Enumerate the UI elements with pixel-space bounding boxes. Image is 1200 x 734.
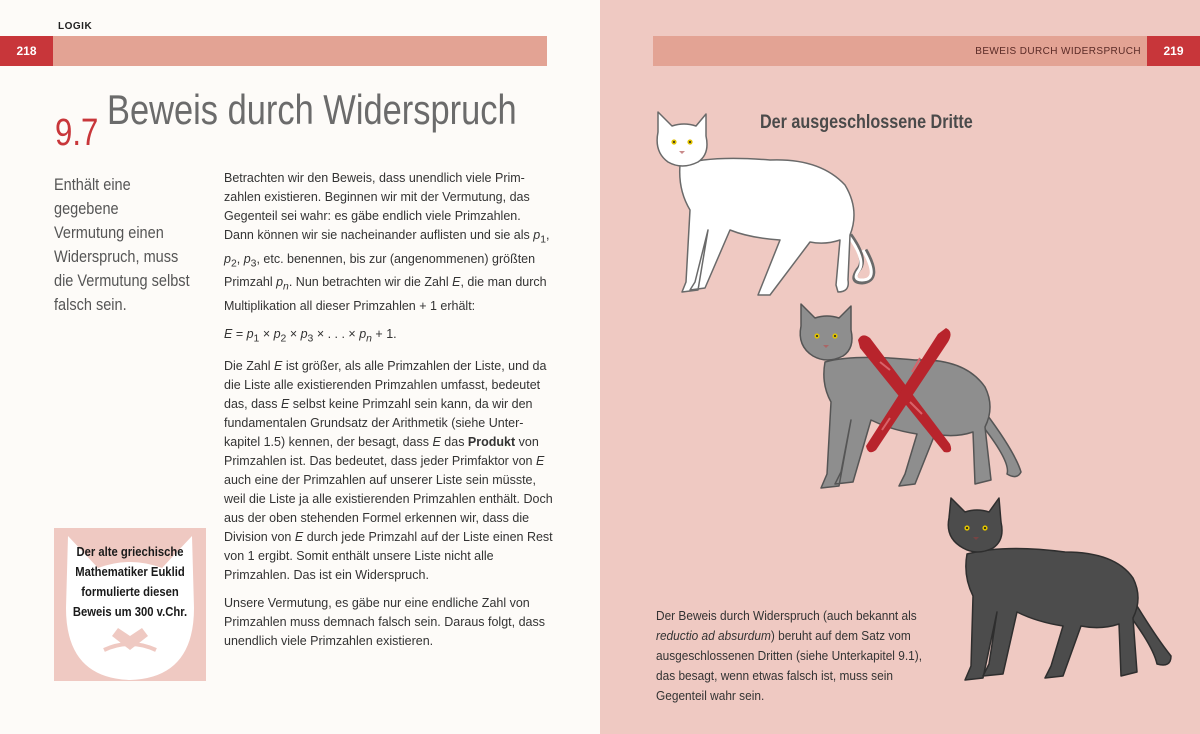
sidebar-note: [54, 528, 206, 681]
intro-line: die Vermutung selbst: [54, 272, 190, 290]
body-paragraph-3: Unsere Vermutung, es gäbe nur eine endliche Zahl von Primzahlen muss demnach falsch sein. Daraus folgt, dass unendlich viele Primzahlen existieren.: [224, 596, 545, 648]
intro-text: [54, 173, 195, 317]
intro-line: Widerspruch, muss: [54, 248, 179, 266]
intro-line: Enthält eine gegebene: [54, 176, 131, 218]
red-cross-mark-icon: [850, 322, 960, 457]
section-label: LOGIK: [58, 21, 93, 32]
intro-line: falsch sein.: [54, 296, 127, 314]
header-band-left: [53, 36, 547, 66]
intro-line: Vermutung einen: [54, 224, 164, 242]
page-number-right: 219: [1147, 36, 1200, 66]
illustration-heading: Der ausgeschlossene Dritte: [760, 112, 973, 133]
body-text: [224, 169, 554, 660]
dark-cat-icon: [945, 496, 1180, 686]
illustration-caption: Der Beweis durch Widerspruch (auch bekannt als reductio ad absurdum) beruht auf dem Satz vom ausgeschlossenen Dritten (siehe Unterkapitel 9.1), das besagt, wenn etwas falsch ist, muss sein Gegenteil wahr sein.: [656, 609, 923, 703]
chapter-title: Beweis durch Widerspruch: [107, 86, 517, 133]
sidebar-text: Der alte griechische Mathematiker Euklid formulierte diesen Beweis um 300 v.Chr.: [72, 545, 188, 619]
body-paragraph-2: Die Zahl E ist größer, als alle Primzahlen der Liste, und da die Liste alle existierenden Primzahlen umfasst, bedeutet das, dass E selbst keine Primzahl sein kann, da wir den fundamentalen Grundsatz der Arithmetik (siehe Unter-kapitel 1.5) kennen, der besagt, dass E das Produkt von Primzahlen ist. Das bedeutet, dass jeder Primfaktor von E auch eine der Primzahlen auf unserer Liste sein müsste, weil die Liste ja alle existierenden Primzahlen enthält. Doch aus der oben stehenden Formel erkennen wir, dass die Division von E durch jede Primzahl auf der Liste einen Rest von 1 ergibt. Somit enthält unsere Liste nicht alle Primzahlen. Das ist ein Widerspruch.: [224, 359, 553, 582]
chapter-number: 9.7: [55, 112, 99, 154]
white-cat-icon: [650, 110, 885, 300]
running-title: BEWEIS DURCH WIDERSPRUCH: [975, 45, 1141, 57]
body-paragraph-1: Betrachten wir den Beweis, dass unendlich viele Prim-zahlen existieren. Beginnen wir mit der Vermutung, das Gegenteil sei wahr: es gäbe endlich viele Primzahlen. Dann können wir sie nacheinander auflisten und sie als $p_1$, $p_2$, $p_3$, etc. benennen, bis zur (angenommenen) größten Primzahl $p_n$. Nun betrachten wir die Zahl E, die man durch Multiplikation all dieser Primzahlen + 1 erhält:: [224, 171, 550, 313]
formula: $E = p_1 \times p_2 \times p_3$ × . . . × $p_n + 1$.: [224, 326, 397, 344]
page-number-left: 218: [0, 36, 53, 66]
